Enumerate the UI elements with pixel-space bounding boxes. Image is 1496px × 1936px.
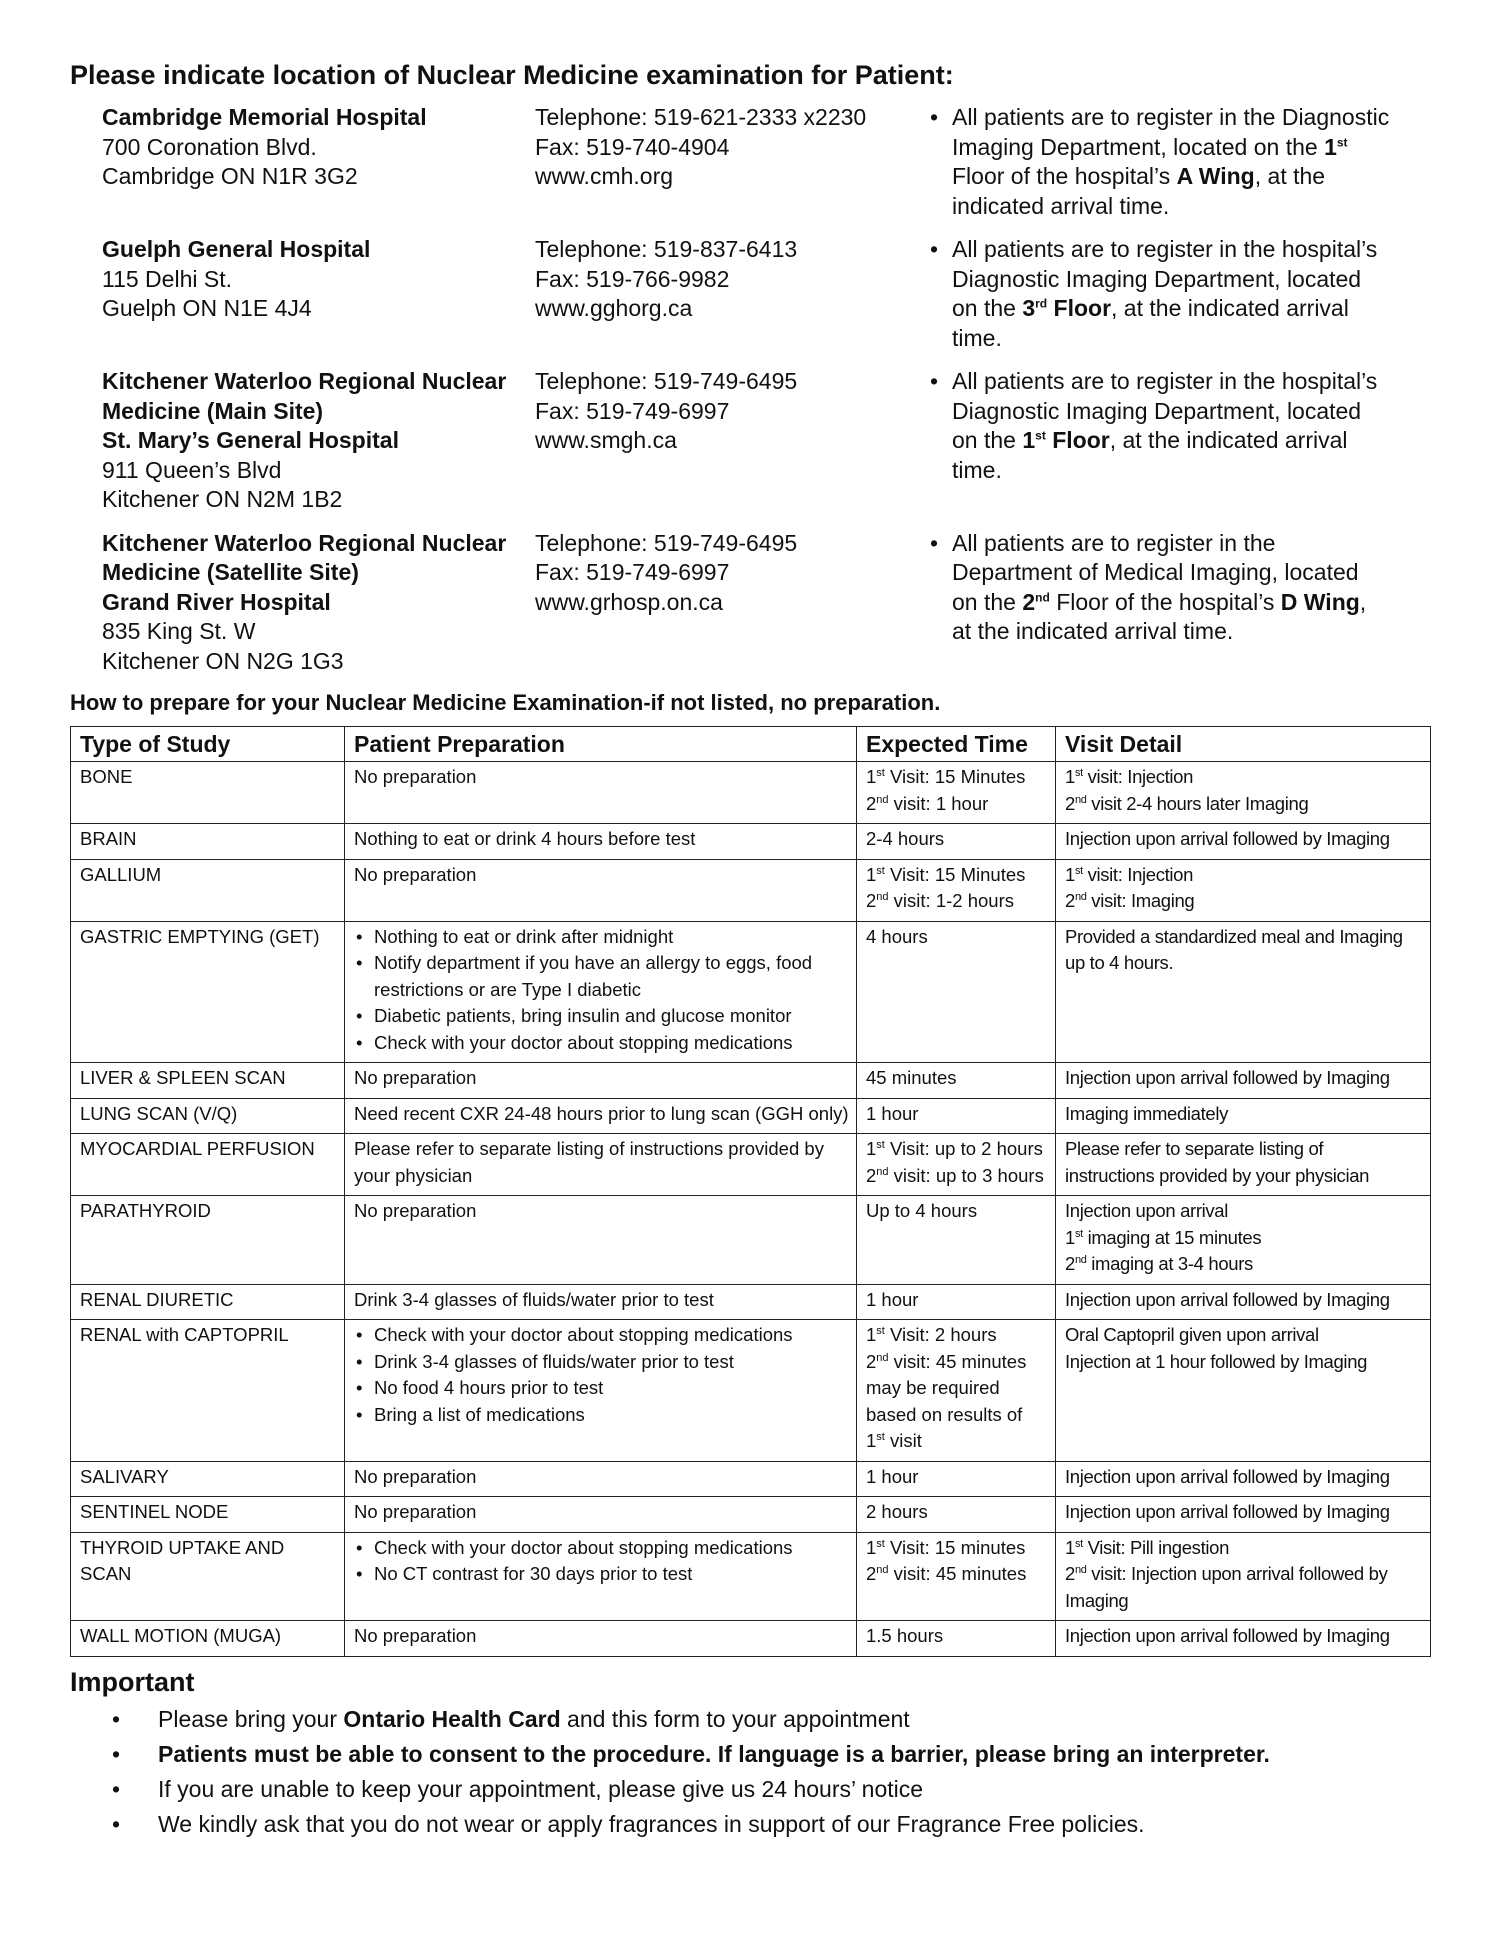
cell-line: 2nd visit: 1-2 hours	[866, 890, 1014, 911]
cell-line: 1st visit: Injection	[1065, 766, 1194, 787]
location-contact	[535, 529, 930, 677]
location-name: Cambridge Memorial Hospital	[102, 104, 427, 130]
address-line: 115 Delhi St.	[102, 265, 232, 292]
cell-study: GALLIUM	[71, 859, 345, 921]
cell-study: LIVER & SPLEEN SCAN	[71, 1063, 345, 1099]
cell-detail	[1056, 762, 1431, 824]
cell-line: No preparation	[354, 1625, 477, 1646]
superscript: nd	[1074, 793, 1087, 806]
contact-telephone: Telephone: 519-749-6495	[535, 529, 798, 556]
cell-line: Imaging immediately	[1065, 1102, 1229, 1124]
cell-line: 2 hours	[866, 1501, 928, 1522]
list-item: • Diabetic patients, bring insulin and glucose monitor	[354, 1003, 847, 1030]
cell-time	[857, 1134, 1056, 1196]
cell-study: GASTRIC EMPTYING (GET)	[71, 921, 345, 1063]
cell-line: your physician	[354, 1164, 473, 1186]
location-row	[70, 529, 1430, 677]
cell-detail	[1056, 1134, 1431, 1196]
contact-fax: Fax: 519-766-9982	[535, 265, 730, 292]
bold-text: Floor	[1047, 295, 1112, 321]
superscript: st	[1074, 1227, 1083, 1240]
prep-bullet-list	[354, 924, 847, 1057]
contact-web: www.grhosp.on.ca	[535, 588, 723, 615]
list-item: • Drink 3-4 glasses of fluids/water prior to test	[354, 1349, 847, 1376]
cell-prep	[345, 1284, 857, 1320]
superscript: nd	[876, 1165, 889, 1178]
important-item: • We kindly ask that you do not wear or apply fragrances in support of our Fragrance Free policies.	[70, 1807, 1430, 1842]
cell-study: PARATHYROID	[71, 1196, 345, 1285]
cell-line: 1st Visit: 15 Minutes	[866, 766, 1026, 787]
cell-detail	[1056, 1532, 1431, 1621]
superscript: nd	[876, 793, 889, 806]
cell-detail	[1056, 1621, 1431, 1657]
cell-prep	[345, 762, 857, 824]
cell-line: 1st Visit: 15 minutes	[866, 1536, 1026, 1558]
contact-fax: Fax: 519-749-6997	[535, 559, 730, 585]
cell-study: RENAL DIURETIC	[71, 1284, 345, 1320]
location-contact	[535, 367, 930, 515]
cell-line: Nothing to eat or drink 4 hours before test	[354, 828, 696, 849]
location-note	[930, 103, 1390, 221]
cell-line: No preparation	[354, 1501, 477, 1522]
floor-number: 2	[1022, 588, 1036, 615]
cell-line: instructions provided by your physician	[1065, 1164, 1370, 1186]
cell-prep	[345, 1098, 857, 1134]
location-row	[70, 235, 1430, 353]
cell-detail	[1056, 1461, 1431, 1497]
cell-line: 2nd imaging at 3-4 hours	[1065, 1253, 1253, 1274]
cell-line: 2nd visit: 45 minutes	[866, 1350, 1027, 1372]
list-item: • Notify department if you have an allergy to eggs, food restrictions or are Type I diabetic	[354, 950, 847, 1003]
bullet-icon: •	[930, 529, 939, 556]
col-header-type: Type of Study	[71, 727, 345, 762]
col-header-prep: Patient Preparation	[345, 727, 857, 762]
contact-fax: Fax: 519-749-6997	[535, 397, 730, 424]
table-row	[71, 1621, 1431, 1657]
contact-telephone: Telephone: 519-749-6495	[535, 368, 798, 394]
cell-study: BRAIN	[71, 824, 345, 860]
cell-line: 1st Visit: Pill ingestion	[1065, 1536, 1230, 1558]
cell-line: Injection upon arrival followed by Imaging	[1065, 1625, 1390, 1646]
cell-time	[857, 859, 1056, 921]
cell-line: 2nd visit: 1 hour	[866, 792, 989, 814]
address-line: 911 Queen’s Blvd	[102, 456, 282, 483]
cell-line: Imaging	[1065, 1589, 1129, 1611]
location-name: St. Mary’s General Hospital	[102, 427, 399, 453]
cell-prep	[345, 1196, 857, 1285]
cell-prep	[345, 1532, 857, 1621]
list-item: • Check with your doctor about stopping medications	[354, 1030, 847, 1057]
cell-time	[857, 1621, 1056, 1657]
cell-line: 2nd visit: Imaging	[1065, 890, 1195, 911]
superscript: st	[1074, 766, 1083, 779]
cell-line: Injection upon arrival followed by Imaging	[1065, 828, 1390, 849]
important-list	[70, 1702, 1430, 1842]
cell-prep	[345, 1497, 857, 1533]
cell-line: No preparation	[354, 1200, 477, 1221]
cell-detail	[1056, 1320, 1431, 1462]
note-text: All patients are to register in the hospital’s Diagnostic Imaging Department, located on the 1st Floor, at the indicated arrival time.	[952, 368, 1378, 483]
cell-line: Oral Captopril given upon arrival	[1065, 1324, 1319, 1345]
table-row	[71, 1284, 1431, 1320]
address-line: Kitchener ON N2G 1G3	[102, 647, 344, 674]
important-item: • If you are unable to keep your appointment, please give us 24 hours’ notice	[70, 1772, 1430, 1807]
floor-number: 1	[1324, 133, 1337, 160]
list-item: • Check with your doctor about stopping medications	[354, 1535, 847, 1562]
table-row	[71, 1532, 1431, 1621]
cell-detail	[1056, 1063, 1431, 1099]
cell-study: WALL MOTION (MUGA)	[71, 1621, 345, 1657]
cell-prep	[345, 1320, 857, 1462]
note-text: All patients are to register in the hospital’s Diagnostic Imaging Department, located on the 3rd Floor, at the indicated arrival time.	[952, 236, 1378, 351]
location-note	[930, 367, 1390, 515]
cell-line: 1st Visit: up to 2 hours	[866, 1138, 1043, 1159]
table-row	[71, 1320, 1431, 1462]
note-text: All patients are to register in the Department of Medical Imaging, located on the 2nd Floor of the hospital’s D Wing, at the indicated arrival time.	[952, 529, 1367, 644]
cell-prep	[345, 824, 857, 860]
contact-fax: Fax: 519-740-4904	[535, 133, 730, 160]
table-row	[71, 1098, 1431, 1134]
superscript: nd	[876, 890, 889, 903]
cell-line: Injection upon arrival followed by Imaging	[1065, 1288, 1390, 1310]
cell-detail	[1056, 1196, 1431, 1285]
superscript: rd	[1035, 296, 1048, 311]
cell-line: 1 hour	[866, 1102, 919, 1124]
cell-time	[857, 824, 1056, 860]
superscript: st	[876, 1537, 885, 1550]
superscript: nd	[876, 1563, 889, 1576]
location-address	[70, 103, 535, 221]
cell-prep	[345, 1621, 857, 1657]
cell-detail	[1056, 1497, 1431, 1533]
cell-time	[857, 1098, 1056, 1134]
cell-line: based on results of	[866, 1403, 1023, 1425]
location-list	[70, 103, 1430, 676]
cell-line: Please refer to separate listing of instructions provided by	[354, 1138, 824, 1159]
cell-line: 4 hours	[866, 925, 928, 947]
cell-time	[857, 1320, 1056, 1462]
cell-line: 2nd visit: up to 3 hours	[866, 1164, 1044, 1186]
cell-prep	[345, 1063, 857, 1099]
location-name: Medicine (Main Site)	[102, 397, 324, 424]
cell-detail	[1056, 824, 1431, 860]
table-row	[71, 762, 1431, 824]
superscript: st	[876, 1324, 885, 1337]
cell-line: Please refer to separate listing of	[1065, 1138, 1324, 1159]
important-heading: Important	[70, 1666, 195, 1697]
contact-web: www.cmh.org	[535, 163, 674, 189]
bold-text: Floor	[1045, 427, 1110, 453]
floor-number: 1	[1022, 427, 1036, 453]
table-row	[71, 1063, 1431, 1099]
prep-table	[70, 726, 1431, 1657]
cell-detail	[1056, 1284, 1431, 1320]
cell-time	[857, 1196, 1056, 1285]
col-header-time: Expected Time	[857, 727, 1056, 762]
cell-time	[857, 762, 1056, 824]
cell-line: No preparation	[354, 863, 477, 885]
cell-study: LUNG SCAN (V/Q)	[71, 1098, 345, 1134]
table-row	[71, 859, 1431, 921]
cell-line: Need recent CXR 24-48 hours prior to lung scan (GGH only)	[354, 1102, 849, 1124]
cell-line: No preparation	[354, 1067, 477, 1088]
superscript: st	[876, 864, 885, 877]
prep-heading: How to prepare for your Nuclear Medicine Examination-if not listed, no preparation.	[70, 690, 941, 715]
cell-time	[857, 1497, 1056, 1533]
contact-telephone: Telephone: 519-621-2333 x2230	[535, 104, 867, 130]
important-item	[70, 1737, 1430, 1772]
bullet-icon: •	[930, 236, 939, 262]
location-name: Kitchener Waterloo Regional Nuclear	[102, 368, 507, 394]
address-line: 835 King St. W	[102, 618, 256, 644]
location-address	[70, 235, 535, 353]
cell-prep	[345, 859, 857, 921]
superscript: st	[876, 1138, 885, 1151]
table-row	[71, 1461, 1431, 1497]
table-header-row	[71, 727, 1431, 762]
cell-line: Injection upon arrival followed by Imaging	[1065, 1465, 1390, 1487]
superscript: st	[1035, 428, 1046, 443]
list-item: • Nothing to eat or drink after midnight	[354, 924, 847, 951]
document-page	[70, 60, 1430, 1842]
bold-text: Ontario Health Card	[343, 1705, 561, 1732]
bold-text: A Wing	[1176, 163, 1255, 189]
address-line: Kitchener ON N2M 1B2	[102, 486, 343, 512]
superscript: st	[1074, 864, 1083, 877]
location-contact	[535, 103, 930, 221]
cell-detail	[1056, 859, 1431, 921]
cell-prep	[345, 1134, 857, 1196]
location-name: Kitchener Waterloo Regional Nuclear	[102, 529, 507, 556]
cell-line: Injection at 1 hour followed by Imaging	[1065, 1350, 1368, 1372]
cell-line: 2-4 hours	[866, 828, 945, 849]
note-text: All patients are to register in the Diagnostic Imaging Department, located on the 1st Floor of the hospital’s A Wing, at the indicated arrival time.	[952, 104, 1390, 219]
cell-line: 2nd visit: Injection upon arrival followed by	[1065, 1563, 1388, 1584]
cell-line: Provided a standardized meal and Imaging	[1065, 925, 1403, 947]
cell-study: MYOCARDIAL PERFUSION	[71, 1134, 345, 1196]
important-item: • Please bring your Ontario Health Card and this form to your appointment	[70, 1702, 1430, 1737]
col-header-detail: Visit Detail	[1056, 727, 1431, 762]
cell-study: BONE	[71, 762, 345, 824]
list-item: • Check with your doctor about stopping medications	[354, 1322, 847, 1349]
location-name: Grand River Hospital	[102, 588, 331, 615]
location-note	[930, 529, 1390, 677]
superscript: st	[1074, 1537, 1083, 1550]
cell-line: No preparation	[354, 766, 477, 787]
cell-line: 1st Visit: 15 Minutes	[866, 863, 1026, 885]
cell-line: up to 4 hours.	[1065, 952, 1174, 973]
cell-line: Drink 3-4 glasses of fluids/water prior to test	[354, 1288, 714, 1310]
table-row	[71, 921, 1431, 1063]
table-body	[71, 762, 1431, 1657]
location-contact	[535, 235, 930, 353]
cell-line: No preparation	[354, 1465, 477, 1487]
floor-number: 3	[1022, 295, 1036, 321]
cell-prep	[345, 921, 857, 1063]
contact-telephone: Telephone: 519-837-6413	[535, 236, 798, 262]
cell-line: Injection upon arrival followed by Imaging	[1065, 1067, 1390, 1088]
cell-line: Injection upon arrival	[1065, 1200, 1229, 1221]
address-line: 700 Coronation Blvd.	[102, 133, 317, 160]
cell-time	[857, 1063, 1056, 1099]
superscript: nd	[1035, 589, 1050, 604]
cell-line: 1.5 hours	[866, 1625, 944, 1646]
bold-text: D Wing	[1280, 588, 1360, 615]
list-item: • No CT contrast for 30 days prior to test	[354, 1561, 847, 1588]
superscript: st	[876, 1430, 885, 1443]
superscript: nd	[1074, 1253, 1087, 1266]
bullet-icon: •	[930, 368, 939, 394]
contact-web: www.smgh.ca	[535, 427, 677, 453]
contact-web: www.gghorg.ca	[535, 295, 693, 321]
cell-line: 2nd visit: 45 minutes	[866, 1563, 1027, 1584]
cell-line: 2nd visit 2-4 hours later Imaging	[1065, 792, 1309, 814]
location-row	[70, 103, 1430, 221]
cell-line: 1 hour	[866, 1465, 919, 1487]
table-row	[71, 1134, 1431, 1196]
cell-time	[857, 921, 1056, 1063]
cell-line: 1 hour	[866, 1288, 919, 1310]
address-line: Guelph ON N1E 4J4	[102, 295, 312, 321]
list-item: • Bring a list of medications	[354, 1402, 847, 1429]
location-name: Guelph General Hospital	[102, 236, 371, 262]
cell-line: 1st visit: Injection	[1065, 863, 1194, 885]
prep-bullet-list	[354, 1322, 847, 1428]
prep-bullet-list	[354, 1535, 847, 1588]
table-row	[71, 824, 1431, 860]
location-name: Medicine (Satellite Site)	[102, 559, 359, 585]
cell-time	[857, 1532, 1056, 1621]
cell-detail	[1056, 1098, 1431, 1134]
cell-line: 1st imaging at 15 minutes	[1065, 1226, 1262, 1248]
address-line: Cambridge ON N1R 3G2	[102, 163, 358, 189]
location-address	[70, 529, 535, 677]
bold-text: Patients must be able to consent to the procedure. If language is a barrier, please bring an interpreter.	[158, 1740, 1270, 1767]
list-item: • No food 4 hours prior to test	[354, 1375, 847, 1402]
cell-line: 1st visit	[866, 1430, 922, 1451]
cell-line: Injection upon arrival followed by Imaging	[1065, 1501, 1390, 1522]
location-row	[70, 367, 1430, 515]
cell-time	[857, 1461, 1056, 1497]
table-row	[71, 1497, 1431, 1533]
superscript: nd	[1074, 1563, 1087, 1576]
cell-study: THYROID UPTAKE AND SCAN	[71, 1532, 345, 1621]
superscript: nd	[876, 1351, 889, 1364]
location-address	[70, 367, 535, 515]
cell-time	[857, 1284, 1056, 1320]
cell-line: 1st Visit: 2 hours	[866, 1324, 997, 1345]
cell-prep	[345, 1461, 857, 1497]
page-title: Please indicate location of Nuclear Medicine examination for Patient:	[70, 60, 954, 90]
cell-line: may be required	[866, 1377, 1000, 1398]
superscript: nd	[1074, 890, 1087, 903]
superscript: st	[1336, 134, 1348, 149]
superscript: st	[876, 766, 885, 779]
cell-line: Up to 4 hours	[866, 1200, 978, 1221]
cell-study: RENAL with CAPTOPRIL	[71, 1320, 345, 1462]
cell-detail	[1056, 921, 1431, 1063]
cell-line: 45 minutes	[866, 1067, 957, 1088]
cell-study: SENTINEL NODE	[71, 1497, 345, 1533]
table-row	[71, 1196, 1431, 1285]
cell-study: SALIVARY	[71, 1461, 345, 1497]
location-note	[930, 235, 1390, 353]
bullet-icon: •	[930, 104, 939, 130]
